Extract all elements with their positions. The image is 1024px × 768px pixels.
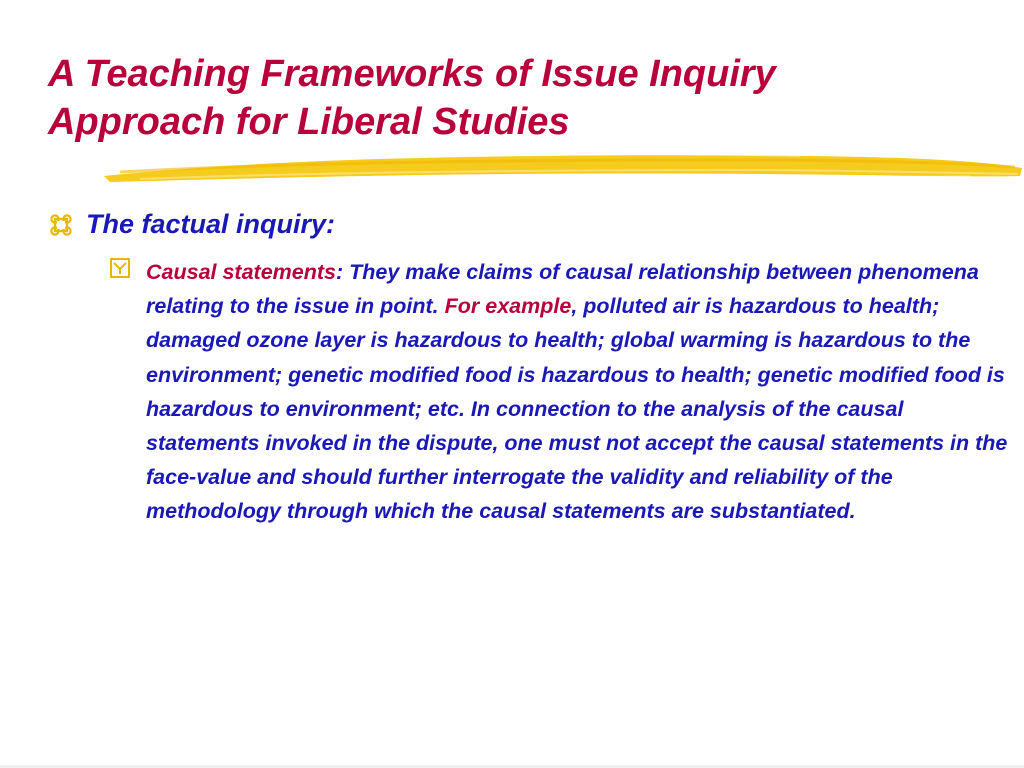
causal-statements-term: Causal statements: [146, 260, 336, 284]
title-line-2: Approach for Liberal Studies: [48, 101, 570, 143]
slide-title: [48, 50, 988, 146]
factual-inquiry-heading: The factual inquiry:: [86, 209, 336, 239]
for-example-label: For example: [444, 294, 572, 319]
causal-statements-paragraph: [146, 255, 1008, 529]
causal-statements-text-2: , polluted air is hazardous to health; damaged ozone layer is hazardous to health; global warming is hazardous to the environment; genetic modified food is hazardous to health; genetic modified food is hazardous to environment; etc. In connection to the analysis of the causal statements invoked in the dispute, one must not accept the causal statements in the face-value and should further interrogate the validity and reliability of the methodology through which the causal statements are substantiated.: [146, 294, 1008, 524]
checkbox-icon: [110, 258, 130, 278]
place-of-interest-sign-icon: [48, 212, 74, 238]
causal-statements-text-1: : They make claims of causal relationship between phenomena relating to the issue in point.: [146, 260, 979, 319]
title-line-1: A Teaching Frameworks of Issue Inquiry: [48, 53, 776, 95]
yellow-brush-stroke-icon: [100, 146, 1024, 190]
